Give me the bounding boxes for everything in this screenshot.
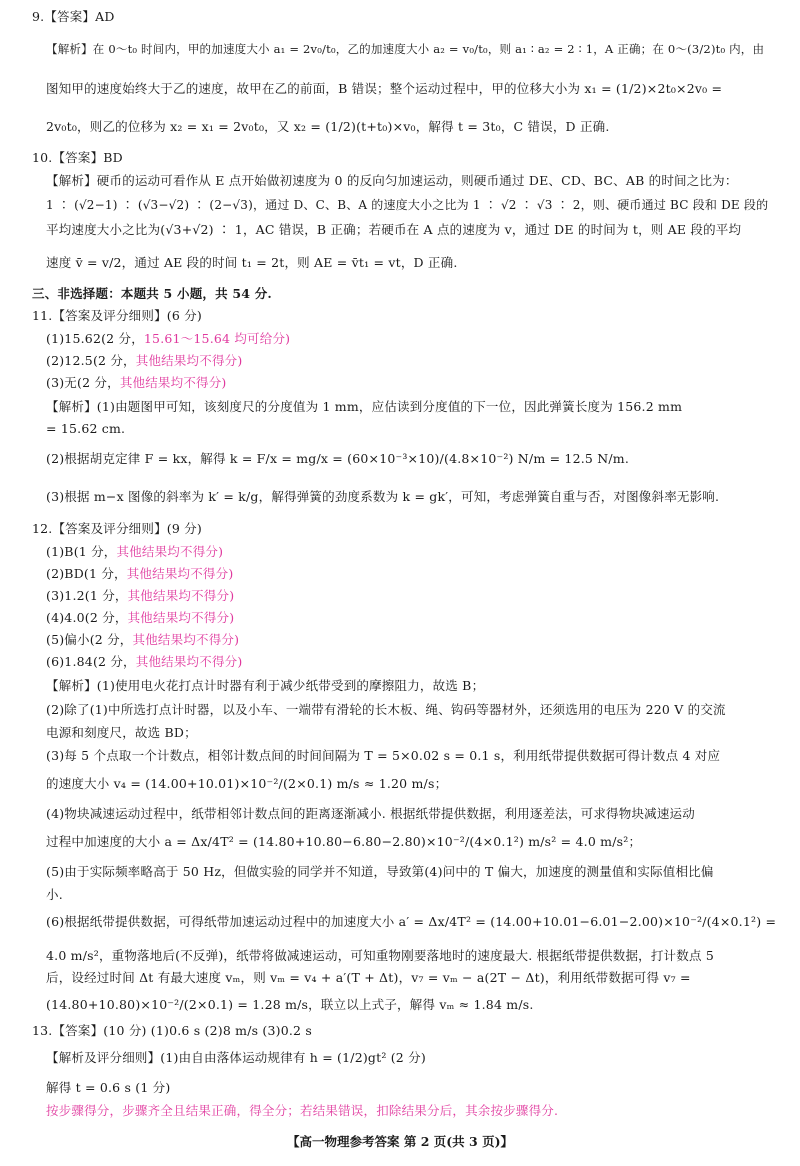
text-span: (3)1.2(1 分， xyxy=(46,588,128,603)
text-span: 【解析】在 0～t₀ 时间内，甲的加速度大小 a₁ = 2v₀/t₀，乙的加速度大小 a₂ = v₀/t₀，则 a₁ ∶ a₂ = 2 ∶ 1，A 正确；在 0～(3/2)t₀ 内，由 xyxy=(46,42,765,56)
text-span: 13.【答案】(10 分) (1)0.6 s (2)8 m/s (3)0.2 s xyxy=(32,1023,312,1038)
text-span: (1)B(1 分， xyxy=(46,544,117,559)
text-span: (5)偏小(2 分， xyxy=(46,632,133,647)
text-line xyxy=(46,1079,770,1097)
scoring-note: 其他结果均不得分) xyxy=(126,566,234,581)
text-line xyxy=(46,565,770,583)
text-line xyxy=(46,913,777,931)
text-span: 后，设经过时间 Δt 有最大速度 vₘ，则 vₘ = v₄ + a′(T + Δt)，v₇ = vₘ − a(2T − Δt)，利用纸带数据可得 v₇ = xyxy=(46,970,691,985)
scoring-note: 其他结果均不得分) xyxy=(127,610,235,625)
text-line xyxy=(46,172,770,190)
scoring-note: 其他结果均不得分) xyxy=(119,375,227,390)
text-line xyxy=(46,1049,770,1067)
text-line xyxy=(46,886,770,904)
text-span: 三、非选择题：本题共 5 小题，共 54 分. xyxy=(32,286,272,301)
text-line xyxy=(32,8,770,26)
text-span: (3)无(2 分， xyxy=(46,375,120,390)
text-line xyxy=(46,747,770,765)
text-line xyxy=(46,701,770,719)
text-span: 过程中加速度的大小 a = Δx/4T² = (14.80+10.80−6.80−2.80)×10⁻²/(4×0.1²) m/s² = 4.0 m/s²； xyxy=(46,834,642,849)
text-span: 2v₀t₀，则乙的位移为 x₂ = x₁ = 2v₀t₀，又 x₂ = (1/2)(t+t₀)×v₀，解得 t = 3t₀，C 错误，D 正确. xyxy=(46,119,610,134)
text-span: 1 ∶ (√2−1) ∶ (√3−√2) ∶ (2−√3)，通过 D、C、B、A 的速度大小之比为 1 ∶ √2 ∶ √3 ∶ 2，则、硬币通过 BC 段和 DE 段的 xyxy=(46,198,769,212)
text-line xyxy=(46,969,770,987)
text-line xyxy=(46,374,770,392)
text-span: (1)15.62(2 分， xyxy=(46,331,144,346)
scoring-note: 按步骤得分，步骤齐全且结果正确，得全分；若结果错误，扣除结果分后，其余按步骤得分. xyxy=(46,1103,559,1118)
text-span: 解得 t = 0.6 s (1 分) xyxy=(46,1080,171,1095)
text-span: (2)除了(1)中所选打点计时器，以及小车、一端带有滑轮的长木板、绳、钩码等器材外，还须选用的电压为 220 V 的交流 xyxy=(46,702,726,717)
scoring-note: 其他结果均不得分) xyxy=(132,632,240,647)
text-span: (6)根据纸带提供数据，可得纸带加速运动过程中的加速度大小 a′ = Δx/4T² = (14.00+10.01−6.01−2.00)×10⁻²/(4×0.1²) = xyxy=(46,914,777,929)
text-line xyxy=(46,677,770,695)
text-span: 11.【答案及评分细则】(6 分) xyxy=(32,308,202,323)
text-line xyxy=(32,1022,770,1040)
text-span: (3)根据 m−x 图像的斜率为 k′ = k/g，解得弹簧的劲度系数为 k = gk′，可知，考虑弹簧自重与否，对图像斜率无影响. xyxy=(46,489,720,504)
text-line xyxy=(46,996,770,1014)
text-span: 【解析】硬币的运动可看作从 E 点开始做初速度为 0 的反向匀加速运动，则硬币通过 DE、CD、BC、AB 的时间之比为： xyxy=(46,173,738,188)
text-span: 【解析及评分细则】(1)由自由落体运动规律有 h = (1/2)gt² (2 分) xyxy=(46,1050,426,1065)
page-footer: 【高一物理参考答案 第 2 页(共 3 页)】 xyxy=(287,1134,513,1149)
text-span: 10.【答案】BD xyxy=(32,150,123,165)
scoring-note: 其他结果均不得分) xyxy=(135,654,243,669)
text-line xyxy=(46,833,770,851)
text-span: 速度 v̄ = v/2，通过 AE 段的时间 t₁ = 2t，则 AE = v̄t₁ = vt，D 正确. xyxy=(46,255,458,270)
scoring-note: 其他结果均不得分) xyxy=(127,588,235,603)
text-line xyxy=(46,653,770,671)
text-line xyxy=(46,196,770,214)
text-span: (2)12.5(2 分， xyxy=(46,353,136,368)
text-span: 【解析】(1)由题图甲可知，该刻度尺的分度值为 1 mm，应估读到分度值的下一位，因此弹簧长度为 156.2 mm xyxy=(46,399,683,414)
scoring-note: 其他结果均不得分) xyxy=(116,544,224,559)
text-span: 【解析】(1)使用电火花打点计时器有利于减少纸带受到的摩擦阻力，故选 B； xyxy=(46,678,485,693)
text-span: 电源和刻度尺，故选 BD； xyxy=(46,725,197,740)
text-span: (5)由于实际频率略高于 50 Hz，但做实验的同学并不知道，导致第(4)问中的 T 偏大，加速度的测量值和实际值相比偏 xyxy=(46,864,714,879)
text-span: (6)1.84(2 分， xyxy=(46,654,136,669)
text-line xyxy=(46,609,770,627)
scoring-note: 15.61～15.64 均可给分) xyxy=(143,331,291,346)
text-line xyxy=(32,285,770,303)
text-span: (4)4.0(2 分， xyxy=(46,610,128,625)
text-line xyxy=(46,450,770,468)
scoring-note: 其他结果均不得分) xyxy=(135,353,243,368)
text-span: 图知甲的速度始终大于乙的速度，故甲在乙的前面，B 错误；整个运动过程中，甲的位移大小为 x₁ = (1/2)×2t₀×2v₀ = xyxy=(46,81,723,96)
text-span: (2)根据胡克定律 F = kx，解得 k = F/x = mg/x = (60×10⁻³×10)/(4.8×10⁻²) N/m = 12.5 N/m. xyxy=(46,451,629,466)
text-span: 的速度大小 v₄ = (14.00+10.01)×10⁻²/(2×0.1) m/s ≈ 1.20 m/s； xyxy=(46,776,448,791)
text-line xyxy=(32,307,770,325)
text-span: 平均速度大小之比为(√3+√2) ∶ 1，AC 错误，B 正确；若硬币在 A 点的速度为 v，通过 DE 的时间为 t，则 AE 段的平均 xyxy=(46,222,742,237)
text-line xyxy=(46,488,770,506)
text-line xyxy=(46,80,770,98)
text-line xyxy=(46,40,770,58)
text-line xyxy=(46,254,770,272)
text-line xyxy=(46,420,770,438)
text-line xyxy=(46,631,770,649)
text-line xyxy=(46,221,770,239)
text-line xyxy=(46,587,770,605)
text-span: (4)物块减速运动过程中，纸带相邻计数点间的距离逐渐减小. 根据纸带提供数据，利用逐差法，可求得物块减速运动 xyxy=(46,806,695,821)
text-line xyxy=(46,805,770,823)
text-line xyxy=(46,863,770,881)
text-line xyxy=(46,1102,770,1120)
text-line xyxy=(32,520,770,538)
text-span: 9.【答案】AD xyxy=(32,9,115,24)
text-span: (3)每 5 个点取一个计数点，相邻计数点间的时间间隔为 T = 5×0.02 s = 0.1 s，利用纸带提供数据可得计数点 4 对应 xyxy=(46,748,721,763)
text-line xyxy=(32,149,770,167)
text-line xyxy=(46,398,770,416)
text-line xyxy=(46,947,770,965)
text-line xyxy=(46,352,770,370)
text-span: = 15.62 cm. xyxy=(46,421,126,436)
text-line xyxy=(46,775,770,793)
text-span: 12.【答案及评分细则】(9 分) xyxy=(32,521,202,536)
text-span: (14.80+10.80)×10⁻²/(2×0.1) = 1.28 m/s，联立以上式子，解得 vₘ ≈ 1.84 m/s. xyxy=(46,997,534,1012)
text-span: 4.0 m/s²，重物落地后(不反弹)，纸带将做减速运动，可知重物刚要落地时的速度最大. 根据纸带提供数据，打计数点 5 xyxy=(46,948,714,963)
text-span: (2)BD(1 分， xyxy=(46,566,127,581)
text-line xyxy=(46,118,770,136)
text-span: 小. xyxy=(46,887,63,902)
text-line xyxy=(46,724,770,742)
text-line xyxy=(46,330,770,348)
text-line xyxy=(46,543,770,561)
